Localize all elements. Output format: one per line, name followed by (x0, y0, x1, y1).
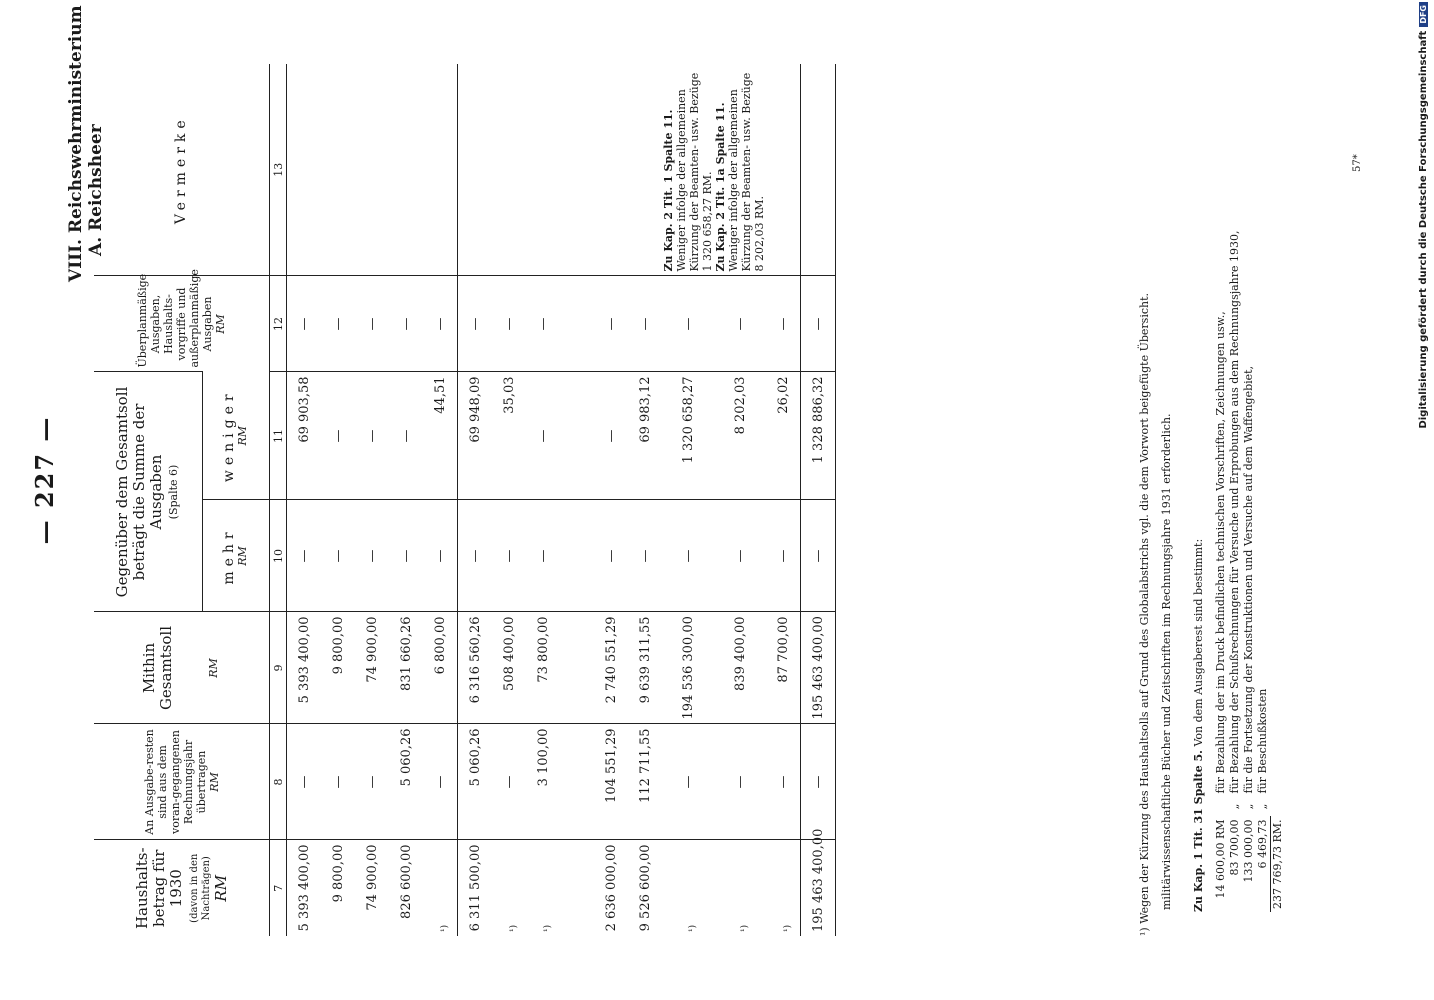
footnote: ¹) Wegen der Kürzung des Haushaltsolls auf Grund des Globalabstrichs vgl. die dem Vorwort beigefügte Übersicht. (1138, 293, 1151, 936)
cell-c11: 35,03 (492, 372, 526, 500)
col8-unit: RM (207, 772, 221, 792)
table-row (526, 64, 560, 936)
cell-c8: — (321, 724, 355, 840)
col13-header: Vermerke (94, 64, 270, 276)
col10-number: 10 (270, 500, 287, 612)
cell-c7: 9 800,00 (321, 840, 355, 936)
cell-c11: — (321, 372, 355, 500)
table-row (560, 64, 594, 936)
table-row (714, 64, 766, 936)
footnote-marker: ¹) (783, 924, 793, 932)
cell-c8: 5 060,26 (458, 724, 493, 840)
col12-unit: RM (214, 314, 227, 334)
allocation-item (1214, 152, 1228, 912)
allocation-text: für die Fortsetzung der Konstruktionen und Versuche auf dem Waffengebiet, (1242, 365, 1255, 794)
cell-c13 (628, 64, 662, 276)
cell-c10: — (287, 500, 322, 612)
cell-c11: 1 328 886,32 (801, 372, 836, 500)
cell-c11: 44,51 (423, 372, 458, 500)
cell-c10: — (492, 500, 526, 612)
cell-c12: — (766, 276, 801, 372)
allocation-amount: 133 000,00 (1242, 819, 1255, 883)
allocation-ditto (1214, 796, 1228, 816)
allocation-amount: 237 769,73 RM. (1271, 819, 1284, 909)
cell-c13 (423, 64, 458, 276)
cell-c10: — (321, 500, 355, 612)
cell-c8: — (801, 724, 836, 840)
cell-c11: — (389, 372, 423, 500)
cell-c13 (662, 64, 714, 276)
cell-c9: 831 660,26 (389, 612, 423, 724)
cell-c7 (492, 840, 526, 936)
cell-c9: 195 463 400,00 (801, 612, 836, 724)
allocation-list (1214, 152, 1285, 912)
cell-c7 (423, 840, 458, 936)
cell-c9 (560, 612, 594, 724)
remark-text: Weniger infolge der allgemeinen Kürzung der Beamten- usw. Bezüge 8 202,03 RM. (727, 72, 766, 272)
cell-c11: — (594, 372, 628, 500)
dfg-logo: DFG (1419, 2, 1428, 27)
kap-note (1192, 64, 1206, 912)
cell-c9: 508 400,00 (492, 612, 526, 724)
footnote-marker: ¹) (440, 924, 450, 932)
table-row (766, 64, 801, 936)
cell-c10: — (423, 500, 458, 612)
cell-c12: — (458, 276, 493, 372)
header-ministry: VIII. Reichswehrministerium (66, 5, 86, 282)
cell-c7 (766, 840, 801, 936)
cell-c10: — (389, 500, 423, 612)
cell-c7 (662, 840, 714, 936)
cell-c13 (458, 64, 493, 276)
allocation-ditto: „ (1228, 803, 1241, 810)
cell-c11: 69 903,58 (287, 372, 322, 500)
cell-c8: — (492, 724, 526, 840)
group-subtitle: (Spalte 6) (167, 464, 180, 520)
cell-c8: — (423, 724, 458, 840)
cell-c7: 826 600,00 (389, 840, 423, 936)
cell-c10: — (662, 500, 714, 612)
table-body (287, 64, 836, 936)
allocation-amount: 14 600,00 RM (1214, 819, 1227, 899)
cell-c7: 195 463 400,00 (801, 840, 836, 936)
cell-c12: — (628, 276, 662, 372)
cell-c12: — (492, 276, 526, 372)
cell-c11: 69 948,09 (458, 372, 493, 500)
cell-c9: 194 536 300,00 (662, 612, 714, 724)
col11-title: weniger (221, 389, 237, 483)
cell-c8: — (355, 724, 389, 840)
col8-title: An Ausgabe-resten sind aus dem voran-gegangenen Rechnungsjahr übertragen (142, 729, 208, 835)
allocation-item (1271, 152, 1286, 912)
cell-c13 (321, 64, 355, 276)
cell-c9: 73 800,00 (526, 612, 560, 724)
col7-unit: RM (211, 874, 230, 902)
col9-title: Mithin Gesamtsoll (140, 625, 175, 711)
cell-c12: — (287, 276, 322, 372)
allocation-amount: 83 700,00 (1228, 819, 1241, 876)
cell-c8: 104 551,29 (594, 724, 628, 840)
cell-c7: 9 526 600,00 (628, 840, 662, 936)
cell-c12: — (801, 276, 836, 372)
cell-c12: — (714, 276, 766, 372)
col9-number: 9 (270, 612, 287, 724)
cell-c12 (560, 276, 594, 372)
allocation-text: für Bezahlung der Schußrechnungen für Versuche und Erprobungen aus dem Rechnungsjahre 1930, (1228, 230, 1241, 794)
cell-c9: 2 740 551,29 (594, 612, 628, 724)
col9-unit: RM (207, 658, 220, 678)
credit-text: Digitalisierung gefördert durch die Deutsche Forschungsgemeinschaft (1418, 30, 1429, 429)
table-row (287, 64, 322, 936)
cell-c13 (560, 64, 594, 276)
cell-c8: — (662, 724, 714, 840)
cell-c12: — (526, 276, 560, 372)
cell-c7 (560, 840, 594, 936)
col11-number: 11 (270, 372, 287, 500)
allocation-item (1256, 152, 1271, 912)
remark-head: Zu Kap. 2 Tit. 1a Spalte 11. (714, 102, 727, 272)
cell-c7 (526, 840, 560, 936)
col11-unit: RM (236, 425, 249, 446)
continuation-text: militärwissenschaftliche Bücher und Zeitschriften im Rechnungsjahre 1931 erforderlich. (1160, 413, 1173, 910)
footnote-marker: ¹) (688, 924, 698, 932)
col10-header (203, 500, 270, 612)
budget-table (94, 64, 836, 936)
cell-c13 (287, 64, 322, 276)
allocation-ditto: „ (1256, 803, 1269, 810)
allocation-body (1214, 152, 1285, 912)
cell-c11: — (526, 372, 560, 500)
total-row (801, 64, 836, 936)
cell-c10: — (714, 500, 766, 612)
table-row (355, 64, 389, 936)
page-number: — 227 — (30, 415, 59, 545)
cell-c7: 5 393 400,00 (287, 840, 322, 936)
cell-c11: 8 202,03 (714, 372, 766, 500)
col7-subtitle: (davon in den Nachträgen) (188, 853, 212, 923)
col13-number: 13 (270, 64, 287, 276)
cell-c10: — (628, 500, 662, 612)
cell-c13 (766, 64, 801, 276)
cell-c7: 6 311 500,00 (458, 840, 493, 936)
col10-title: mehr (221, 527, 237, 585)
cell-c7: 74 900,00 (355, 840, 389, 936)
cell-c10: — (355, 500, 389, 612)
cell-c10: — (526, 500, 560, 612)
cell-c10: — (594, 500, 628, 612)
cell-c13 (355, 64, 389, 276)
col8-header (94, 724, 270, 840)
cell-c12: — (355, 276, 389, 372)
cell-c9: 74 900,00 (355, 612, 389, 724)
footnote-marker: ¹) (543, 924, 553, 932)
table-row (423, 64, 458, 936)
allocation-text: für Beschußkosten (1256, 688, 1269, 794)
kap-note-head: Zu Kap. 1 Tit. 31 Spalte 5. (1192, 750, 1205, 912)
cell-c13 (714, 64, 766, 276)
header-section: A. Reichsheer (86, 124, 106, 256)
cell-c7 (714, 840, 766, 936)
allocation-ditto (1271, 796, 1286, 816)
cell-c8: — (766, 724, 801, 840)
cell-c13 (389, 64, 423, 276)
table-row (389, 64, 423, 936)
cell-c10: — (766, 500, 801, 612)
cell-c8: — (714, 724, 766, 840)
col12-header (94, 269, 270, 372)
subtotal-row (458, 64, 493, 936)
kap-note-text: Von dem Ausgaberest sind bestimmt: (1192, 538, 1205, 747)
cell-c9: 839 400,00 (714, 612, 766, 724)
credit-line (1418, 2, 1429, 998)
remark-head: Zu Kap. 2 Tit. 1 Spalte 11. (662, 109, 675, 272)
cell-c10: — (801, 500, 836, 612)
col11-header (203, 372, 270, 500)
cell-c8: 5 060,26 (389, 724, 423, 840)
allocation-ditto: „ (1242, 803, 1255, 810)
cell-c13 (594, 64, 628, 276)
cell-c12: — (321, 276, 355, 372)
cell-c11: 1 320 658,27 (662, 372, 714, 500)
group-header (94, 372, 203, 612)
cell-c12: — (423, 276, 458, 372)
folio: 57* (1352, 154, 1363, 172)
cell-c9: 9 800,00 (321, 612, 355, 724)
cell-c9: 6 316 560,26 (458, 612, 493, 724)
allocation-text: für Bezahlung der im Druck befindlichen technischen Vorschriften, Zeichnungen usw., (1214, 311, 1227, 794)
cell-c11: — (355, 372, 389, 500)
cell-c8: 3 100,00 (526, 724, 560, 840)
cell-c8 (560, 724, 594, 840)
group-title: Gegenüber dem Gesamtsoll beträgt die Summe der Ausgaben (113, 386, 165, 598)
cell-c8: — (287, 724, 322, 840)
col7-title: Haushalts-betrag für 1930 (132, 847, 185, 930)
cell-c13 (801, 64, 836, 276)
allocation-item (1228, 152, 1242, 912)
table-row (492, 64, 526, 936)
remark-text: Weniger infolge der allgemeinen Kürzung der Beamten- usw. Bezüge 1 320 658,27 RM. (675, 72, 714, 272)
cell-c12: — (594, 276, 628, 372)
cell-c11: 26,02 (766, 372, 801, 500)
col7-number: 7 (270, 840, 287, 936)
col12-title: Überplanmäßige Ausgaben, Haushalts-vorgriffe und außerplanmäßige Ausgaben (136, 269, 214, 368)
cell-c10: — (458, 500, 493, 612)
cell-c11: 69 983,12 (628, 372, 662, 500)
footnote-marker: ¹) (509, 924, 519, 932)
col8-number: 8 (270, 724, 287, 840)
col9-header (94, 612, 270, 724)
allocation-item (1242, 152, 1256, 912)
cell-c12: — (662, 276, 714, 372)
col12-number: 12 (270, 276, 287, 372)
footnote-marker: ¹) (740, 924, 750, 932)
cell-c9: 87 700,00 (766, 612, 801, 724)
cell-c7: 2 636 000,00 (594, 840, 628, 936)
allocation-text (1271, 152, 1286, 796)
cell-c9: 6 800,00 (423, 612, 458, 724)
cell-c9: 9 639 311,55 (628, 612, 662, 724)
col7-header (94, 840, 270, 936)
cell-c13 (526, 64, 560, 276)
cell-c13 (492, 64, 526, 276)
cell-c12: — (389, 276, 423, 372)
allocation-amount: 6 469,73 (1256, 816, 1271, 912)
cell-c11 (560, 372, 594, 500)
table-row (662, 64, 714, 936)
table-row (594, 64, 628, 936)
table-row (628, 64, 662, 936)
table-row (321, 64, 355, 936)
cell-c10 (560, 500, 594, 612)
cell-c8: 112 711,55 (628, 724, 662, 840)
col10-unit: RM (236, 546, 249, 566)
cell-c9: 5 393 400,00 (287, 612, 322, 724)
